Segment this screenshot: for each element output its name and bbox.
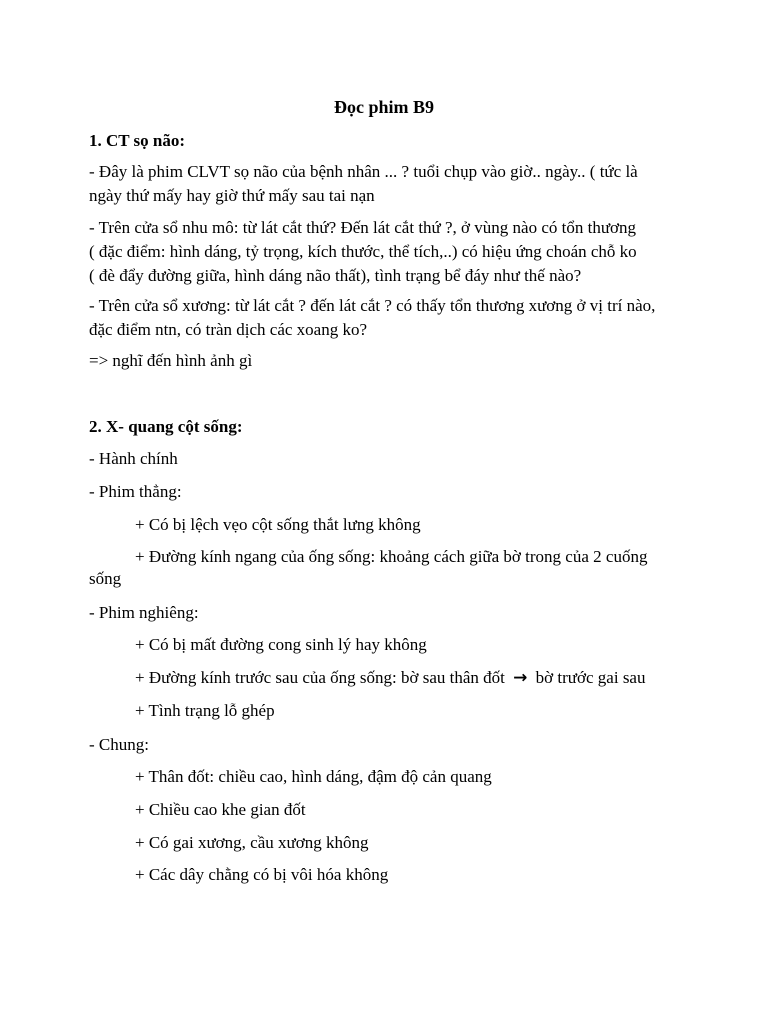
xray-general-item: + Thân đốt: chiều cao, hình dáng, đậm độ cản quang [135,767,492,786]
xray-general-label: - Chung: [89,735,149,754]
text-line: đặc điểm ntn, có tràn dịch các xoang ko? [89,320,368,339]
text-segment: bờ trước gai sau [535,668,646,687]
paragraph-ct-soft-tissue [89,216,689,288]
xray-general-item: + Có gai xương, cầu xương không [135,833,369,852]
xray-ap-item: + Có bị lệch vẹo cột sống thắt lưng không [135,515,421,534]
section-heading-ct: 1. CT sọ não: [89,131,186,150]
text-line: - Trên cửa sổ nhu mô: từ lát cắt thứ? Đến lát cắt thứ ?, ở vùng nào có tổn thương [89,218,637,237]
xray-admin: - Hành chính [89,449,178,468]
text-segment: + Đường kính trước sau của ống sống: bờ sau thân đốt [135,668,505,687]
section-heading-xray: 2. X- quang cột sống: [89,417,243,436]
xray-lat-item-diameter [135,667,645,689]
xray-ap-label: - Phim thẳng: [89,482,182,501]
document-page [89,0,689,1024]
text-line: ( đặc điểm: hình dáng, tỷ trọng, kích thước, thể tích,..) có hiệu ứng choán chỗ ko [89,242,637,261]
right-arrow-icon: → [513,668,528,688]
paragraph-ct-intro [89,160,689,208]
text-line: - Đây là phim CLVT sọ não của bệnh nhân ... ? tuổi chụp vào giờ.. ngày.. ( tức là [89,162,638,181]
xray-general-item: + Các dây chằng có bị vôi hóa không [135,865,389,884]
xray-ap-item-wrapped [89,546,689,590]
xray-lat-label: - Phim nghiêng: [89,603,199,622]
xray-lat-item: + Có bị mất đường cong sinh lý hay không [135,635,427,654]
ct-conclusion: => nghĩ đến hình ảnh gì [89,351,253,370]
text-line: + Đường kính ngang của ống sống: khoảng cách giữa bờ trong của 2 cuống [135,547,648,566]
xray-lat-item: + Tình trạng lỗ ghép [135,701,275,720]
document-title: Đọc phim B9 [333,97,434,117]
text-line: - Trên cửa sổ xương: từ lát cắt ? đến lát cắt ? có thấy tổn thương xương ở vị trí nào, [89,296,656,315]
text-line: ( đè đẩy đường giữa, hình dáng não thất), tình trạng bể đáy như thế nào? [89,266,582,285]
text-line: sống [89,569,122,588]
text-line: ngày thứ mấy hay giờ thứ mấy sau tai nạn [89,186,375,205]
paragraph-ct-bone [89,294,689,342]
xray-general-item: + Chiều cao khe gian đốt [135,800,306,819]
